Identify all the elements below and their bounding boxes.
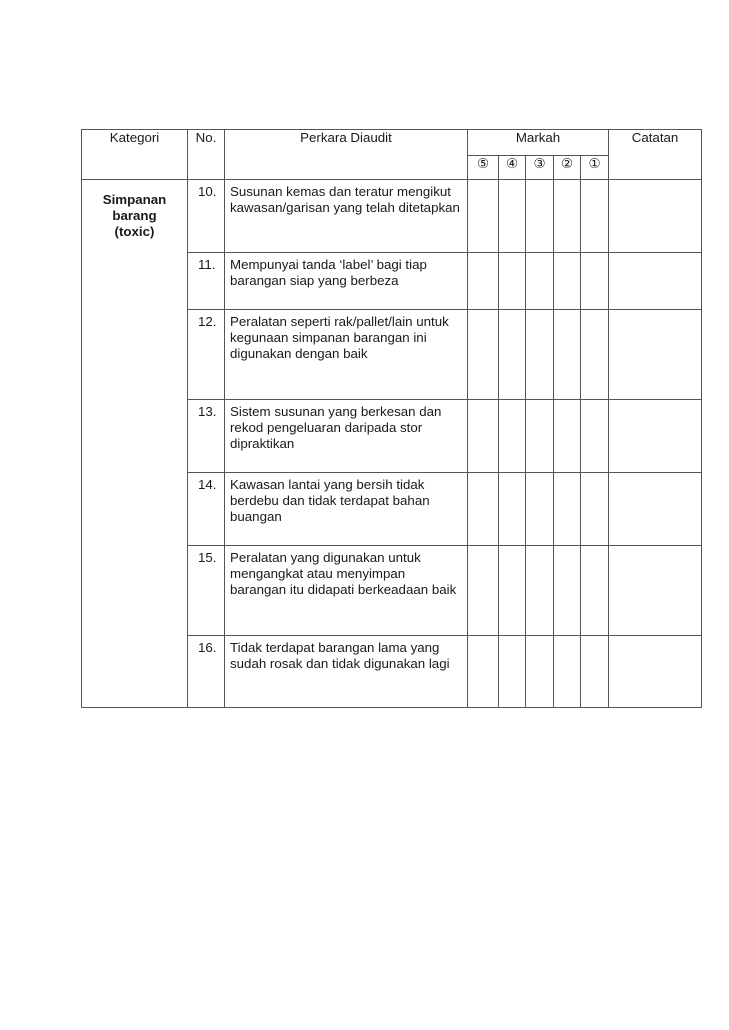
- score-cell[interactable]: [526, 400, 554, 473]
- score-3-icon: ③: [526, 156, 554, 180]
- score-cell[interactable]: [581, 310, 609, 400]
- score-cell[interactable]: [581, 253, 609, 310]
- score-cell[interactable]: [468, 546, 499, 636]
- catatan-cell[interactable]: [609, 400, 702, 473]
- score-cell[interactable]: [499, 400, 526, 473]
- header-kategori: Kategori: [82, 130, 188, 180]
- header-row-top: [82, 130, 702, 156]
- score-cell[interactable]: [499, 253, 526, 310]
- score-cell[interactable]: [526, 473, 554, 546]
- catatan-cell[interactable]: [609, 253, 702, 310]
- score-cell[interactable]: [526, 310, 554, 400]
- score-5-icon: ⑤: [468, 156, 499, 180]
- catatan-cell[interactable]: [609, 546, 702, 636]
- score-2-icon: ②: [554, 156, 581, 180]
- item-no: 10.: [188, 180, 225, 253]
- item-no: 14.: [188, 473, 225, 546]
- score-cell[interactable]: [526, 546, 554, 636]
- item-no: 15.: [188, 546, 225, 636]
- item-text: Susunan kemas dan teratur mengikut kawasan/garisan yang telah ditetapkan: [225, 180, 468, 253]
- score-cell[interactable]: [554, 253, 581, 310]
- score-cell[interactable]: [499, 310, 526, 400]
- score-cell[interactable]: [581, 180, 609, 253]
- item-no: 12.: [188, 310, 225, 400]
- score-cell[interactable]: [554, 400, 581, 473]
- score-cell[interactable]: [499, 180, 526, 253]
- score-1-icon: ①: [581, 156, 609, 180]
- score-cell[interactable]: [554, 473, 581, 546]
- header-markah: Markah: [468, 130, 609, 156]
- score-cell[interactable]: [468, 636, 499, 708]
- score-cell[interactable]: [554, 310, 581, 400]
- score-cell[interactable]: [468, 400, 499, 473]
- score-cell[interactable]: [526, 180, 554, 253]
- score-cell[interactable]: [499, 546, 526, 636]
- score-cell[interactable]: [554, 180, 581, 253]
- score-cell[interactable]: [581, 400, 609, 473]
- item-no: 13.: [188, 400, 225, 473]
- item-no: 11.: [188, 253, 225, 310]
- category-line: barang: [112, 208, 157, 223]
- score-cell[interactable]: [554, 546, 581, 636]
- catatan-cell[interactable]: [609, 310, 702, 400]
- score-cell[interactable]: [499, 636, 526, 708]
- table-row: [82, 180, 702, 253]
- score-cell[interactable]: [468, 180, 499, 253]
- item-text: Kawasan lantai yang bersih tidak berdebu dan tidak terdapat bahan buangan: [225, 473, 468, 546]
- catatan-cell[interactable]: [609, 473, 702, 546]
- score-4-icon: ④: [499, 156, 526, 180]
- header-perkara: Perkara Diaudit: [225, 130, 468, 180]
- audit-table: [81, 129, 702, 708]
- score-cell[interactable]: [499, 473, 526, 546]
- item-text: Peralatan yang digunakan untuk mengangkat atau menyimpan barangan itu didapati berkeadaan baik: [225, 546, 468, 636]
- item-text: Tidak terdapat barangan lama yang sudah rosak dan tidak digunakan lagi: [225, 636, 468, 708]
- category-cell: [82, 180, 188, 708]
- catatan-cell[interactable]: [609, 636, 702, 708]
- score-cell[interactable]: [554, 636, 581, 708]
- item-text: Peralatan seperti rak/pallet/lain untuk kegunaan simpanan barangan ini digunakan dengan baik: [225, 310, 468, 400]
- header-no: No.: [188, 130, 225, 180]
- category-line: Simpanan: [102, 192, 167, 207]
- score-cell[interactable]: [526, 253, 554, 310]
- catatan-cell[interactable]: [609, 180, 702, 253]
- score-cell[interactable]: [581, 636, 609, 708]
- score-cell[interactable]: [581, 546, 609, 636]
- header-catatan: Catatan: [609, 130, 702, 180]
- score-cell[interactable]: [581, 473, 609, 546]
- category-line: (toxic): [114, 224, 155, 239]
- score-cell[interactable]: [526, 636, 554, 708]
- score-cell[interactable]: [468, 473, 499, 546]
- item-text: Mempunyai tanda ‘label’ bagi tiap barangan siap yang berbeza: [225, 253, 468, 310]
- score-cell[interactable]: [468, 253, 499, 310]
- score-cell[interactable]: [468, 310, 499, 400]
- item-no: 16.: [188, 636, 225, 708]
- item-text: Sistem susunan yang berkesan dan rekod pengeluaran daripada stor dipraktikan: [225, 400, 468, 473]
